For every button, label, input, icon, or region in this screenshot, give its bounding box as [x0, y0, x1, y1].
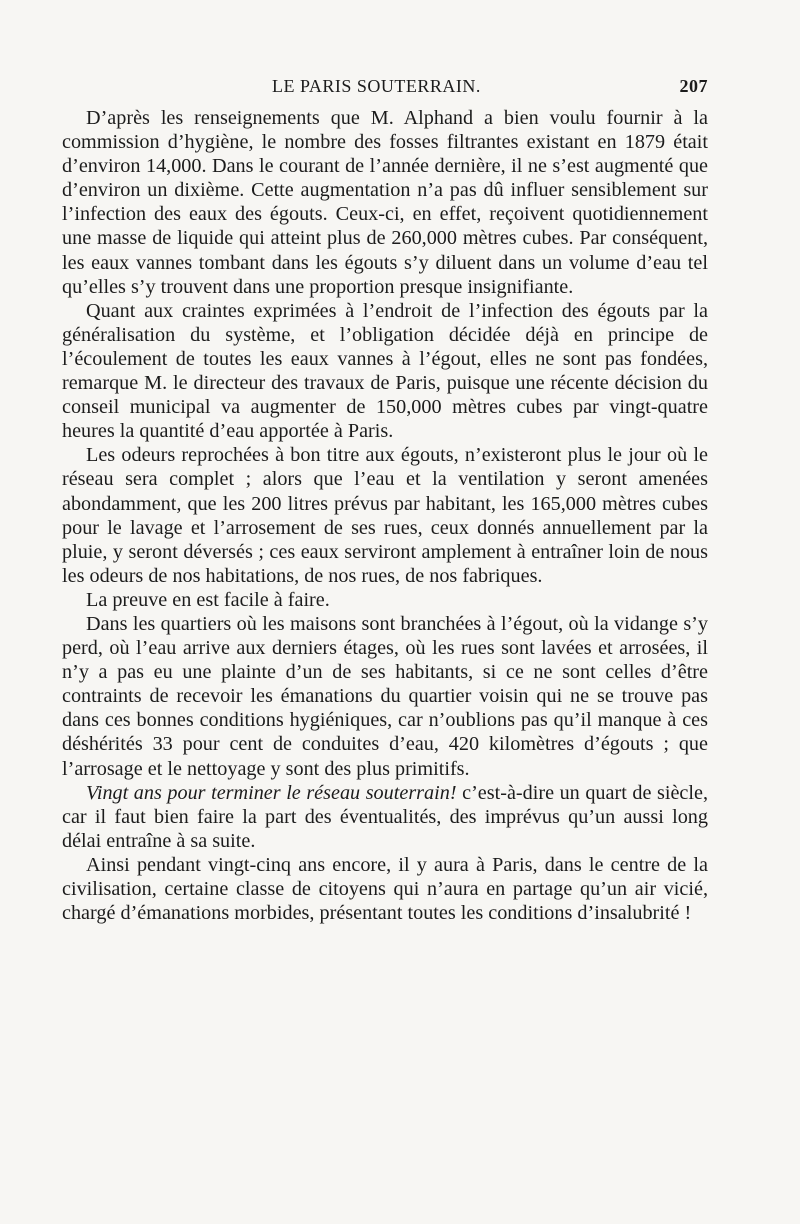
- paragraph: La preuve en est facile à faire.: [86, 588, 330, 611]
- paragraph: [62, 781, 708, 853]
- paragraph: Ainsi pendant vingt-cinq ans encore, il y aura à Paris, dans le centre de la civilisation, certaine classe de citoyens qui n’aura en partage qu’un air vicié, chargé d’émanations morbides, présentant toutes les conditions d’insalubrité !: [62, 853, 708, 925]
- running-head: [62, 76, 708, 100]
- paragraph: Quant aux craintes exprimées à l’endroit de l’infection des égouts par la généralisation du système, et l’obligation décidée déjà en principe de l’écoulement de toutes les eaux vannes à l’égout, elles ne sont pas fondées, remarque M. le directeur des travaux de Paris, puisque une récente décision du conseil municipal va augmenter de 150,000 mètres cubes par vingt-quatre heures la quantité d’eau apportée à Paris.: [62, 299, 708, 443]
- paragraph-continuation: c’est-à-dire un quart de siècle, car il faut bien faire la part des éventualités, des imprévus qu’un aussi long délai entraîne à sa suite.: [62, 781, 708, 852]
- page-number: 207: [679, 76, 708, 96]
- body-text: [62, 106, 708, 925]
- running-title: LE PARIS SOUTERRAIN.: [272, 76, 481, 96]
- paragraph: Les odeurs reprochées à bon titre aux égouts, n’existeront plus le jour où le réseau sera complet ; alors que l’eau et la ventilation y seront amenées abondamment, que les 200 litres prévus par habitant, les 165,000 mètres cubes pour le lavage et l’arrosement de ses rues, ceux donnés annuellement par la pluie, y seront déversés ; ces eaux serviront amplement à entraîner loin de nous les odeurs de nos habitations, de nos rues, de nos fabriques.: [62, 444, 708, 587]
- italic-phrase: Vingt ans pour terminer le réseau souterrain!: [86, 781, 457, 804]
- paragraph: D’après les renseignements que M. Alphand a bien voulu fournir à la commission d’hygiène, le nombre des fosses filtrantes existant en 1879 était d’environ 14,000. Dans le courant de l’année dernière, il ne s’est augmenté que d’environ un dixième. Cette augmentation n’a pas dû influer sensiblement sur l’infection des eaux des égouts. Ceux-ci, en effet, reçoivent quotidiennement une masse de liquide qui atteint plus de 260,000 mètres cubes. Par conséquent, les eaux vannes tombant dans les égouts s’y diluent dans un volume d’eau tel qu’elles s’y trouvent dans une proportion presque insignifiante.: [62, 107, 708, 298]
- paragraph: Dans les quartiers où les maisons sont branchées à l’égout, où la vidange s’y perd, où l’eau arrive aux derniers étages, où les rues sont lavées et arrosées, il n’y a pas eu une plainte d’un de ses habitants, si ce ne sont celles d’être contraints de recevoir les émanations du quartier voisin qui ne se trouve pas dans ces bonnes conditions hygiéniques, car n’oublions pas qu’il manque à ces déshérités 33 pour cent de conduites d’eau, 420 kilomètres d’égouts ; que l’arrosage et le nettoyage y sont des plus primitifs.: [62, 612, 708, 780]
